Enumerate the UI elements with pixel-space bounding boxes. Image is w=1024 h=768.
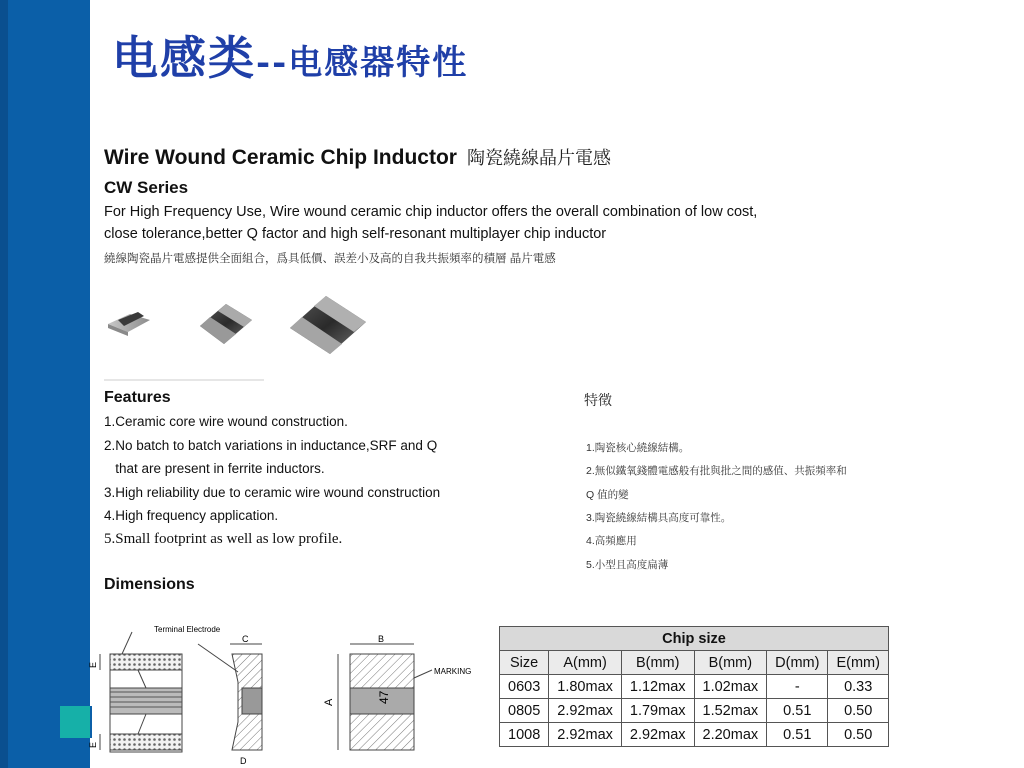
dim-label-e-top: E bbox=[88, 661, 98, 668]
terminal-electrode-label: Terminal Electrode bbox=[154, 625, 221, 634]
chip-1008-photo bbox=[290, 296, 366, 354]
feature-item: 4.High frequency application. bbox=[104, 508, 279, 523]
feature-cn-item: 3.陶瓷繞線結構具高度可靠性。 bbox=[586, 512, 732, 524]
features-heading: Features bbox=[104, 389, 171, 406]
table-cell: 1.52max bbox=[694, 699, 767, 723]
table-header-cell: E(mm) bbox=[828, 651, 889, 675]
slide-title bbox=[112, 22, 468, 88]
features-cn-heading: 特徵 bbox=[584, 392, 612, 408]
table-cell: 2.92max bbox=[549, 699, 622, 723]
table-caption: Chip size bbox=[500, 627, 889, 651]
product-heading-cn: 陶瓷繞線晶片電感 bbox=[466, 148, 611, 169]
table-header-cell: Size bbox=[500, 651, 549, 675]
table-row bbox=[500, 675, 889, 699]
table-header-cell: B(mm) bbox=[621, 651, 694, 675]
table-row bbox=[500, 723, 889, 747]
table-cell: 2.92max bbox=[621, 723, 694, 747]
slide-title-main: 电感类 bbox=[112, 31, 256, 85]
table-cell: 0.50 bbox=[828, 699, 889, 723]
feature-item: that are present in ferrite inductors. bbox=[104, 461, 325, 476]
table-header-row bbox=[500, 651, 889, 675]
feature-item: 5.Small footprint as well as low profile. bbox=[104, 531, 343, 547]
table-cell: 1008 bbox=[500, 723, 549, 747]
dim-label-a: A bbox=[323, 698, 335, 706]
dim-label-d: D bbox=[240, 756, 247, 766]
front-view bbox=[88, 625, 221, 752]
dim-label-b: B bbox=[378, 634, 385, 644]
marking-code: 47 bbox=[377, 690, 391, 704]
table-header-cell: A(mm) bbox=[549, 651, 622, 675]
table-cell: 1.02max bbox=[694, 675, 767, 699]
table-cell: 0.50 bbox=[828, 723, 889, 747]
product-heading bbox=[104, 144, 611, 170]
table-cell: 1.79max bbox=[621, 699, 694, 723]
table-cell: 0603 bbox=[500, 675, 549, 699]
description-cn: 繞線陶瓷晶片電感提供全面組合，爲具低價、誤差小及高的自我共振頻率的積層 晶片電感 bbox=[104, 253, 556, 265]
feature-cn-item: 1.陶瓷核心繞線結構。 bbox=[586, 442, 690, 454]
table-cell: 0.51 bbox=[767, 723, 828, 747]
dim-label-e-bottom: E bbox=[88, 741, 98, 748]
table-cell: 0805 bbox=[500, 699, 549, 723]
feature-cn-item: 2.無似鐵氧錢體電感般有批與批之間的感值、共振頻率和 bbox=[586, 465, 847, 477]
teal-accent-block bbox=[60, 706, 90, 738]
table-cell: - bbox=[767, 675, 828, 699]
slide-title-sub: --电感器特性 bbox=[256, 43, 469, 83]
table-cell: 2.20max bbox=[694, 723, 767, 747]
series-heading: CW Series bbox=[104, 178, 189, 197]
feature-item: 3.High reliability due to ceramic wire wound construction bbox=[104, 485, 441, 500]
feature-item: 2.No batch to batch variations in inductance,SRF and Q bbox=[104, 438, 438, 453]
dimension-drawing bbox=[88, 592, 496, 768]
description-line-1: For High Frequency Use, Wire wound ceramic chip inductor offers the overall combination of low cost, bbox=[104, 204, 758, 220]
feature-cn-item: 4.高頻應用 bbox=[586, 535, 637, 547]
left-sidebar-bar bbox=[0, 0, 90, 768]
top-view bbox=[323, 634, 471, 750]
table-row bbox=[500, 699, 889, 723]
table-cell: 0.33 bbox=[828, 675, 889, 699]
table-header-cell: B(mm) bbox=[694, 651, 767, 675]
feature-cn-item: Q 值的變 bbox=[586, 489, 629, 501]
table-cell: 1.80max bbox=[549, 675, 622, 699]
description-line-2: close tolerance,better Q factor and high self-resonant multiplayer chip inductor bbox=[104, 226, 607, 242]
feature-cn-item: 5.小型且高度扁薄 bbox=[586, 559, 669, 571]
dim-label-c: C bbox=[242, 634, 249, 644]
chip-size-table bbox=[499, 626, 889, 747]
left-sidebar-stripe bbox=[0, 0, 8, 768]
chip-0603-photo bbox=[108, 312, 150, 336]
feature-item: 1.Ceramic core wire wound construction. bbox=[104, 414, 348, 429]
marking-label: MARKING bbox=[434, 667, 472, 676]
table-cell: 0.51 bbox=[767, 699, 828, 723]
chip-0805-photo bbox=[200, 304, 252, 344]
side-view bbox=[198, 634, 262, 766]
table-cell: 1.12max bbox=[621, 675, 694, 699]
table-cell: 2.92max bbox=[549, 723, 622, 747]
chip-photos bbox=[104, 286, 384, 386]
table-header-cell: D(mm) bbox=[767, 651, 828, 675]
product-heading-en: Wire Wound Ceramic Chip Inductor bbox=[104, 146, 457, 169]
dimensions-heading: Dimensions bbox=[104, 576, 195, 593]
